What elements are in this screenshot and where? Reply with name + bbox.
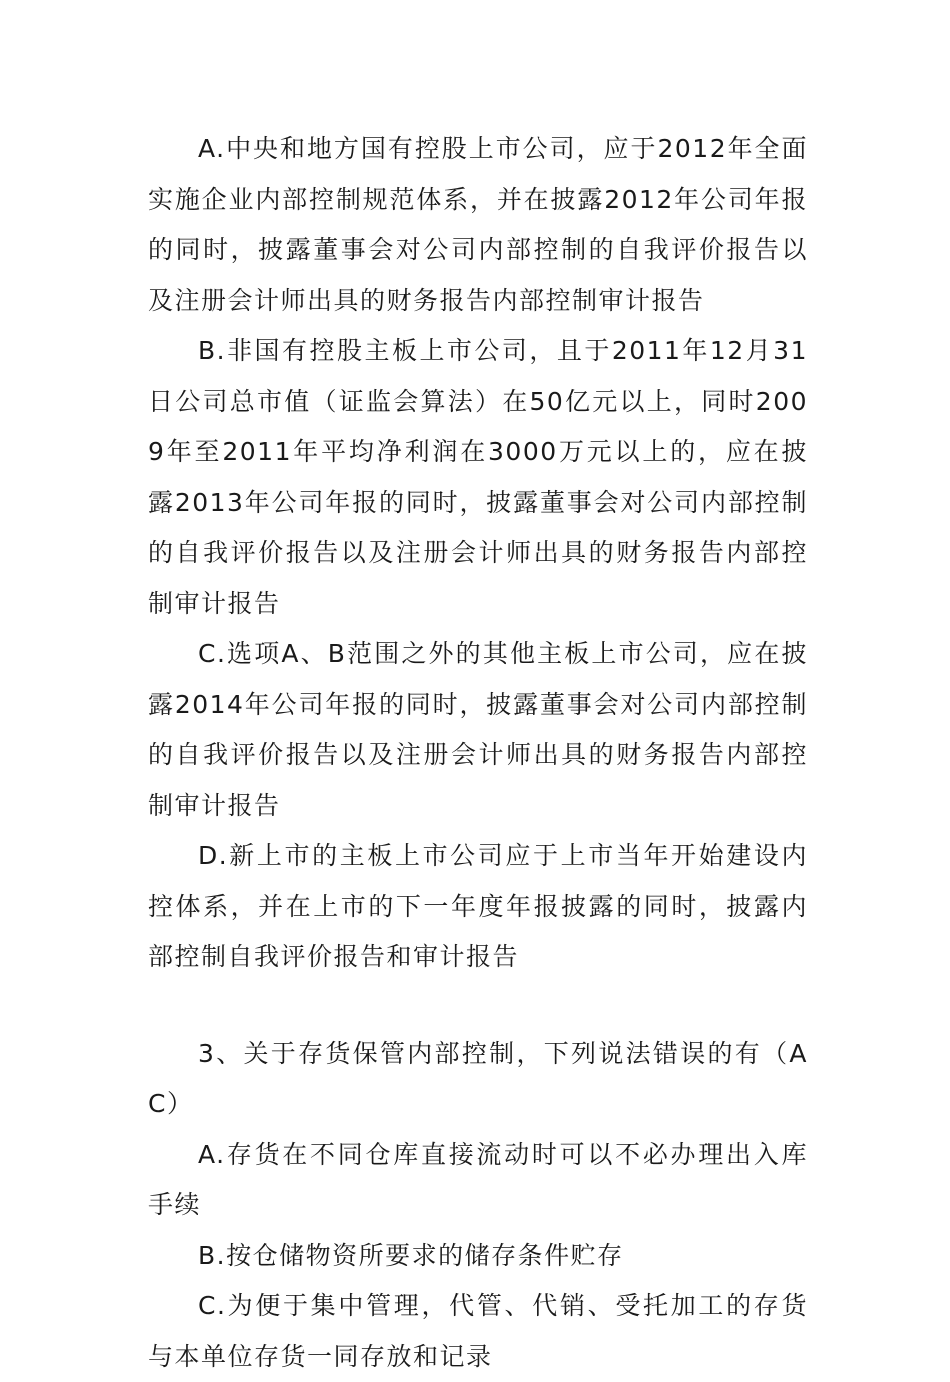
question-3-option-a: A.存货在不同仓库直接流动时可以不必办理出入库手续 [148, 1139, 808, 1219]
question-3-stem: 3、关于存货保管内部控制，下列说法错误的有（AC） [148, 1038, 808, 1118]
option-a-paragraph: A.中央和地方国有控股上市公司，应于2012年全面实施企业内部控制规范体系，并在披露2012年公司年报的同时，披露董事会对公司内部控制的自我评价报告以及注册会计师出具的财务报告内部控制审计报告 [148, 134, 808, 315]
option-c-paragraph: C.选项A、B范围之外的其他主板上市公司，应在披露2014年公司年报的同时，披露董事会对公司内部控制的自我评价报告以及注册会计师出具的财务报告内部控制审计报告 [148, 639, 808, 820]
question-3-option-b: B.按仓储物资所要求的储存条件贮存 [198, 1240, 624, 1270]
option-d-paragraph: D.新上市的主板上市公司应于上市当年开始建设内控体系，并在上市的下一年度年报披露的同时，披露内部控制自我评价报告和审计报告 [148, 841, 808, 971]
document-page [148, 124, 808, 1382]
paragraph-gap [148, 983, 808, 1029]
question-3-option-c: C.为便于集中管理，代管、代销、受托加工的存货与本单位存货一同存放和记录 [148, 1291, 808, 1371]
option-b-paragraph: B.非国有控股主板上市公司，且于2011年12月31日公司总市值（证监会算法）在50亿元以上，同时2009年至2011年平均净利润在3000万元以上的，应在披露2013年公司年报的同时，披露董事会对公司内部控制的自我评价报告以及注册会计师出具的财务报告内部控制审计报告 [148, 336, 808, 618]
